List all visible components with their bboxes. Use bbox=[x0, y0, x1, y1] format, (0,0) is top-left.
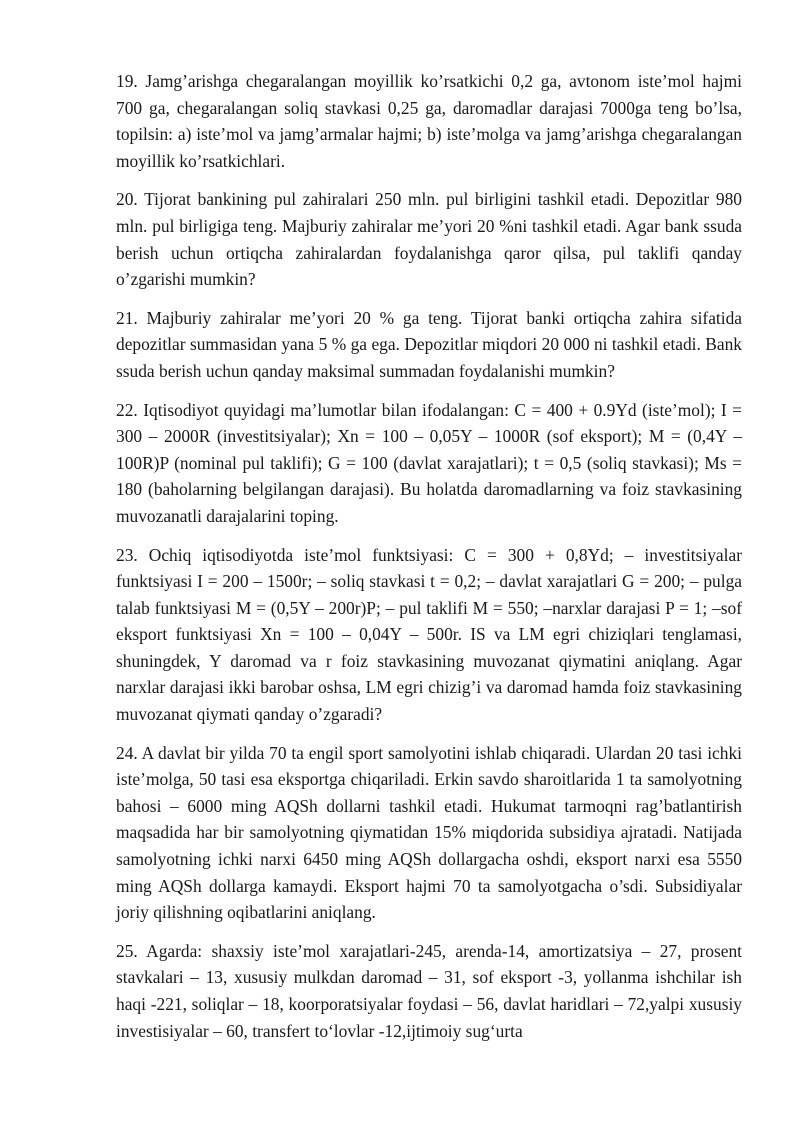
problem-21: 21. Majburiy zahiralar me’yori 20 % ga teng. Tijorat banki ortiqcha zahira sifatida depozitlar summasidan yana 5 % ga ega. Depozitlar miqdori 20 000 ni tashkil etadi. Bank ssuda berish uchun qanday maksimal summadan foydalanishi mumkin? bbox=[116, 307, 742, 381]
problem-22: 22. Iqtisodiyot quyidagi ma’lumotlar bilan ifodalangan: C = 400 + 0.9Yd (iste’mol); I = 300 – 2000R (investitsiyalar); Xn = 100 – 0,05Y – 1000R (sof eksport); M = (0,4Y – 100R)P (nominal pul taklifi); G = 100 (davlat xarajatlari); t = 0,5 (soliq stavkasi); Ms = 180 (baholarning belgilangan darajasi). Bu holatda daromadlarning va foiz stavkasining muvozanatli darajalarini toping. bbox=[116, 399, 742, 526]
problem-20: 20. Tijorat bankining pul zahiralari 250 mln. pul birligini tashkil etadi. Depozitlar 980 mln. pul birligiga teng. Majburiy zahiralar me’yori 20 %ni tashkil etadi. Agar bank ssuda berish uchun ortiqcha zahiralardan foydalanishga qaror qilsa, pul taklifi qanday o’zgarishi mumkin? bbox=[116, 189, 742, 290]
problem-23: 23. Ochiq iqtisodiyotda iste’mol funktsiyasi: C = 300 + 0,8Yd; – investitsiyalar funktsiyasi I = 200 – 1500r; – soliq stavkasi t = 0,2; – davlat xarajatlari G = 200; – pulga talab funktsiyasi M = (0,5Y – 200r)P; – pul taklifi M = 550; –narxlar darajasi P = 1; –sof eksport funktsiyasi Xn = 100 – 0,04Y – 500r. IS va LM egri chiziqlari tenglamasi, shuningdek, Y daromad va r foiz stavkasining muvozanat qiymatini aniqlang. Agar narxlar darajasi ikki barobar oshsa, LM egri chizig’i va daromad hamda foiz stavkasining muvozanat qiymati qanday o’zgaradi? bbox=[116, 544, 742, 725]
problem-25: 25. Agarda: shaxsiy iste’mol xarajatlari-245, arenda-14, amortizatsiya – 27, prosent stavkalari – 13, xususiy mulkdan daromad – 31, sof eksport -3, yollanma ishchilar ish haqi -221, soliqlar – 18, koorporatsiyalar foydasi – 56, davlat haridlari – 72,yalpi xususiy investisiyalar – 60, transfert to‘lovlar -12,ijtimoiy sug‘urta bbox=[116, 940, 742, 1041]
problem-24: 24. A davlat bir yilda 70 ta engil sport samolyotini ishlab chiqaradi. Ulardan 20 tasi ichki iste’molga, 50 tasi esa eksportga chiqariladi. Erkin savdo sharoitlarida 1 ta samolyotning bahosi – 6000 ming AQSh dollarni tashkil etadi. Hukumat tarmoqni rag’batlantirish maqsadida har bir samolyotning qiymatidan 15% miqdorida subsidiya ajratadi. Natijada samolyotning ichki narxi 6450 ming AQSh dollargacha oshdi, eksport narxi esa 5550 ming AQSh dollarga kamaydi. Eksport hajmi 70 ta samolyotgacha o’sdi. Subsidiyalar joriy qilishning oqibatlarini aniqlang. bbox=[116, 742, 742, 923]
problem-19: 19. Jamg’arishga chegaralangan moyillik ko’rsatkichi 0,2 ga, avtonom iste’mol hajmi 700 ga, chegaralangan soliq stavkasi 0,25 ga, daromadlar darajasi 7000ga teng bo’lsa, topilsin: a) iste’mol va jamg’armalar hajmi; b) iste’molga va jamg’arishga chegaralangan moyillik ko’rsatkichlari. bbox=[116, 71, 742, 171]
document-page bbox=[116, 68, 742, 1056]
